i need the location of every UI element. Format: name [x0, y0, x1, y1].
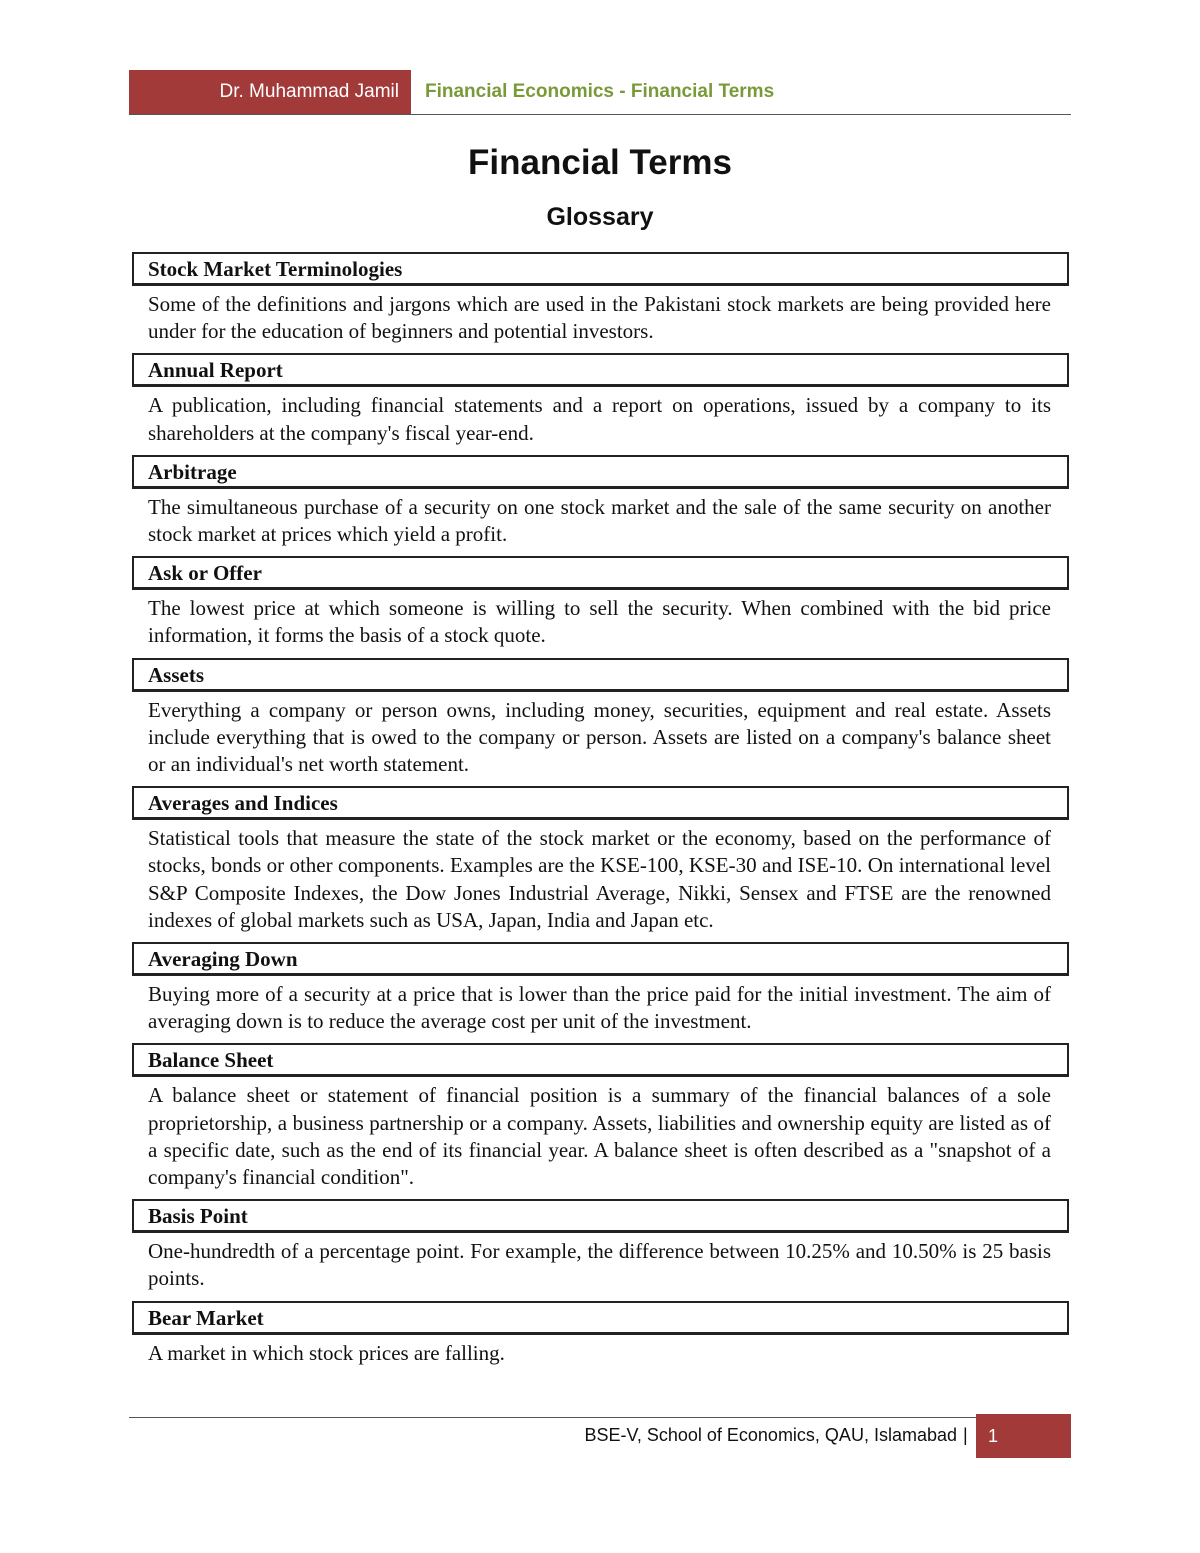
header-course-title: Financial Economics - Financial Terms: [425, 81, 775, 102]
glossary-definition: One-hundredth of a percentage point. For example, the difference between 10.25% and 10.50% is 25 basis points.: [148, 1239, 1051, 1291]
glossary-term: Averages and Indices: [132, 786, 1069, 820]
glossary-term: Balance Sheet: [132, 1043, 1069, 1077]
footer-text: BSE-V, School of Economics, QAU, Islamabad: [584, 1425, 957, 1445]
glossary-term: Bear Market: [132, 1301, 1069, 1335]
page-subtitle: Glossary: [546, 203, 654, 231]
glossary-entry: [132, 658, 1069, 787]
glossary-list: [132, 252, 1069, 1375]
glossary-term: Basis Point: [132, 1199, 1069, 1233]
page-title: Financial Terms: [468, 143, 732, 182]
glossary-entry: [132, 942, 1069, 1043]
glossary-entry: [132, 353, 1069, 454]
glossary-term: Annual Report: [132, 353, 1069, 387]
glossary-term: Ask or Offer: [132, 556, 1069, 590]
glossary-term: Averaging Down: [132, 942, 1069, 976]
glossary-term: Assets: [132, 658, 1069, 692]
footer-rule: [129, 1417, 977, 1418]
glossary-definition: Everything a company or person owns, including money, securities, equipment and real estate. Assets include everything that is owed to the company or person. Assets are listed on a company's balance sheet or an individual's net worth statement.: [148, 697, 1051, 777]
glossary-entry: [132, 1043, 1069, 1199]
glossary-definition: Statistical tools that measure the state of the stock market or the economy, based on the performance of stocks, bonds or other components. Examples are the KSE-100, KSE-30 and ISE-10. On international level S&P Composite Indexes, the Dow Jones Industrial Average, Nikki, Sensex and FTSE are the renowned indexes of global markets such as USA, Japan, India and Japan etc.: [148, 826, 1051, 932]
footer-separator: |: [963, 1425, 968, 1445]
glossary-entry: [132, 1199, 1069, 1300]
glossary-entry: [132, 786, 1069, 942]
header-author: Dr. Muhammad Jamil: [129, 70, 411, 114]
glossary-term: Arbitrage: [132, 455, 1069, 489]
glossary-entry: [132, 1301, 1069, 1375]
glossary-definition: A market in which stock prices are falling.: [148, 1340, 505, 1365]
glossary-entry: [132, 252, 1069, 353]
page-header: [129, 70, 1071, 115]
glossary-definition: A balance sheet or statement of financial position is a summary of the financial balances of a sole proprietorship, a business partnership or a company. Assets, liabilities and ownership equity are listed as of a specific date, such as the end of its financial year. A balance sheet is often described as a "snapshot of a company's financial condition".: [148, 1083, 1051, 1190]
glossary-term: Stock Market Terminologies: [132, 252, 1069, 286]
glossary-definition: Buying more of a security at a price that is lower than the price paid for the initial investment. The aim of averaging down is to reduce the average cost per unit of the investment.: [148, 982, 1051, 1034]
glossary-entry: [132, 556, 1069, 657]
glossary-definition: Some of the definitions and jargons which are used in the Pakistani stock markets are being provided here under for the education of beginners and potential investors.: [148, 292, 1051, 344]
glossary-definition: The simultaneous purchase of a security on one stock market and the sale of the same security on another stock market at prices which yield a profit.: [148, 494, 1051, 547]
glossary-definition: The lowest price at which someone is willing to sell the security. When combined with the bid price information, it forms the basis of a stock quote.: [148, 596, 1051, 648]
glossary-entry: [132, 455, 1069, 556]
page-number: 1: [976, 1414, 1071, 1458]
glossary-definition: A publication, including financial statements and a report on operations, issued by a company to its shareholders at the company's fiscal year-end.: [148, 393, 1051, 445]
